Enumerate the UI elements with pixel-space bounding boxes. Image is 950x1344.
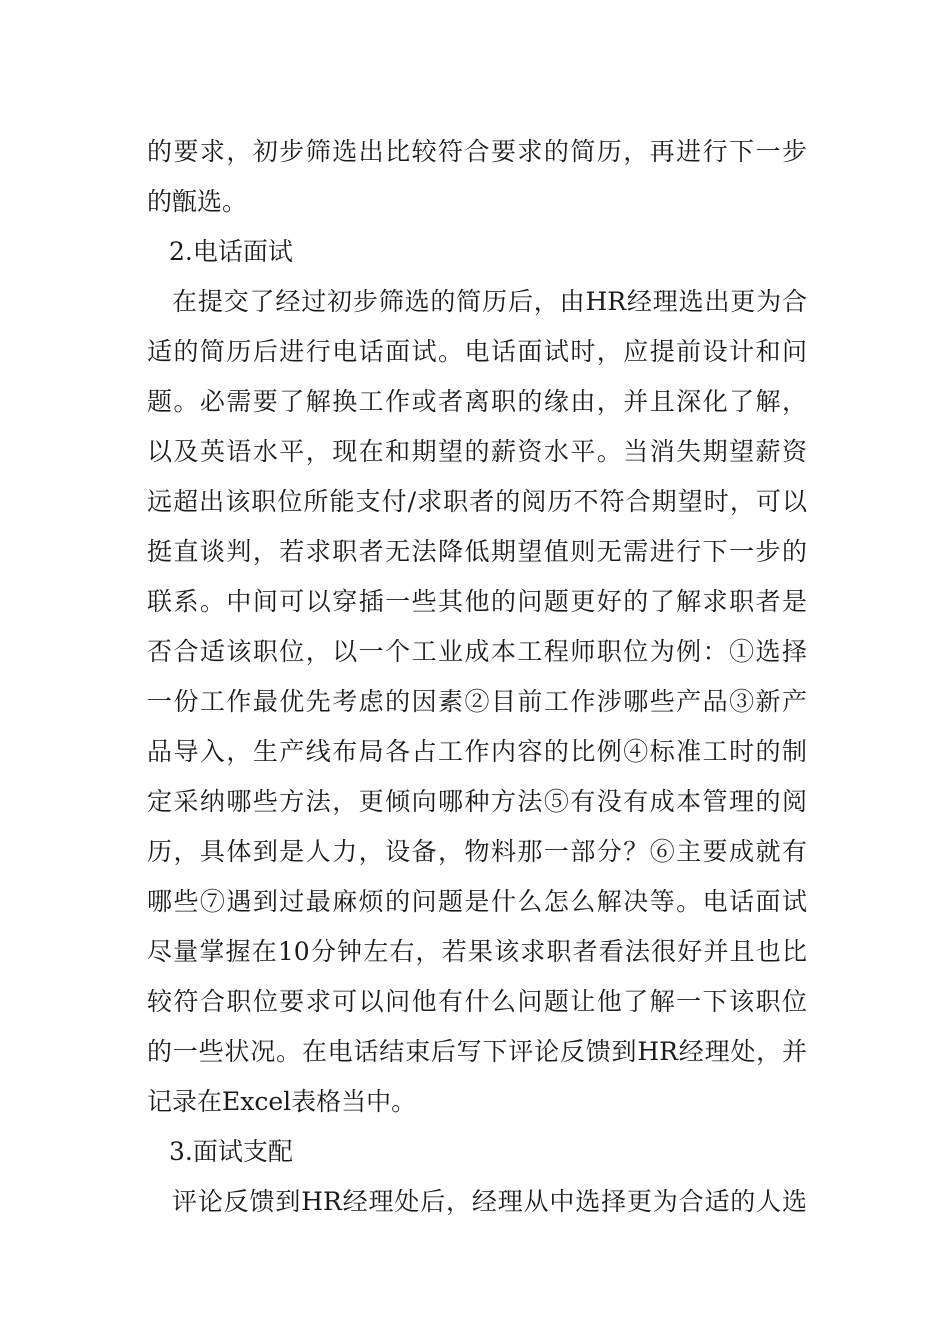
body-line: 一份工作最优先考虑的因素②目前工作涉哪些产品③新产 — [147, 687, 807, 716]
body-line: 记录在Excel表格当中。 — [147, 1087, 417, 1116]
section-heading: 3.面试支配 — [169, 1137, 293, 1166]
body-line: 远超出该职位所能支付/求职者的阅历不符合期望时，可以 — [147, 487, 807, 516]
body-line: 题。必需要了解换工作或者离职的缘由，并且深化了解， — [147, 387, 807, 416]
body-line: 的要求，初步筛选出比较符合要求的简历，再进行下一步 — [147, 137, 807, 166]
body-line: 哪些⑦遇到过最麻烦的问题是什么怎么解决等。电话面试 — [147, 887, 807, 916]
body-line: 适的简历后进行电话面试。电话面试时，应提前设计和问 — [147, 337, 807, 366]
body-line: 的一些状况。在电话结束后写下评论反馈到HR经理处，并 — [147, 1037, 807, 1066]
paragraph-first-line: 在提交了经过初步筛选的简历后，由HR经理选出更为合 — [172, 287, 807, 316]
body-line: 历，具体到是人力，设备，物料那一部分？⑥主要成就有 — [147, 837, 807, 866]
paragraph-first-line: 评论反馈到HR经理处后，经理从中选择更为合适的人选 — [172, 1187, 807, 1216]
body-line: 较符合职位要求可以问他有什么问题让他了解一下该职位 — [147, 987, 807, 1016]
body-line: 挺直谈判，若求职者无法降低期望值则无需进行下一步的 — [147, 537, 807, 566]
body-line: 联系。中间可以穿插一些其他的问题更好的了解求职者是 — [147, 587, 807, 616]
body-line: 的甑选。 — [147, 187, 248, 216]
body-line: 以及英语水平，现在和期望的薪资水平。当消失期望薪资 — [147, 437, 807, 466]
body-line: 定采纳哪些方法，更倾向哪种方法⑤有没有成本管理的阅 — [147, 787, 807, 816]
body-line: 否合适该职位，以一个工业成本工程师职位为例：①选择 — [147, 637, 807, 666]
body-line: 尽量掌握在10分钟左右，若果该求职者看法很好并且也比 — [147, 937, 807, 966]
section-heading: 2.电话面试 — [169, 237, 293, 266]
body-line: 品导入，生产线布局各占工作内容的比例④标准工时的制 — [147, 737, 807, 766]
